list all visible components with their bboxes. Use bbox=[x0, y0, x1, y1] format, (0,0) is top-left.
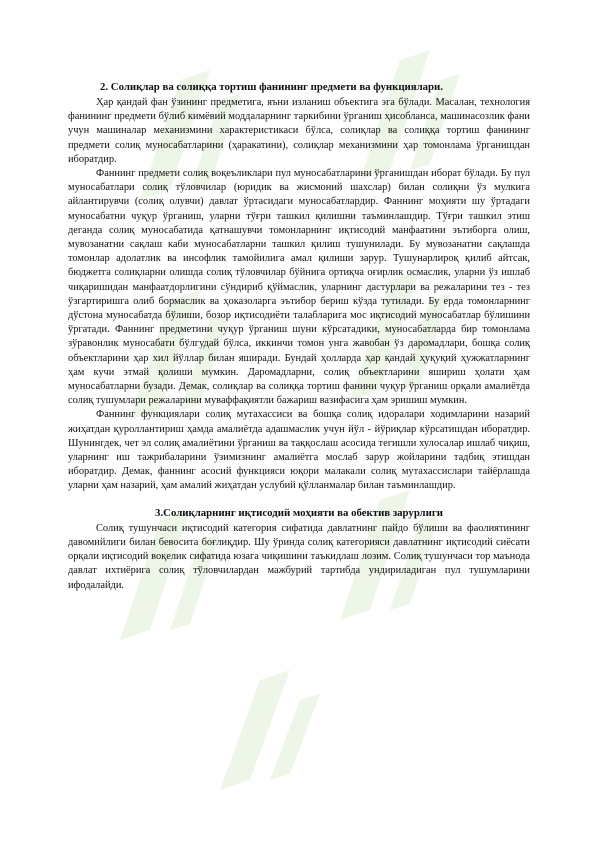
paragraph: Ҳар қандай фан ўзининг предметига, яъни изланиш объектига эга бўлади. Масалан, технология фанининг предмети бўлиб кимёвий моддаларнинг таркибини ўрганиш ҳисобланса, машинасозлик фани учун машиналар механизмини характеристикаси бўлса, солиқлар ва солиққа тортиш фанининг предмети солиқ муносабатларини (ҳаракатини), солиқлар механизмини ҳар томонлама ўрганишдан иборатдир. bbox=[68, 97, 530, 165]
paragraph: Фаннинг функциялари солиқ мутахассиси ва бошқа солиқ идоралари ходимларини назарий жиҳатдан қуроллантириш ҳамда амалиётда адашмаслик учун йўл - йўриқлар кўрсатишдан иборатдир. Шунингдек, чет эл солиқ амалиётини ўрганиш ва таққослаш асосида тегишли хулосалар ишлаб чиқиш, уларнинг иш тажрибаларини ўзимизнинг амалиётга мослаб зарур жойларини тадбиқ этишдан иборатдир. Демак, фаннинг асосий функцияси юқори малакали солиқ мутахассислари тайёрлашда уларни ҳам назарий, ҳам амалий жиҳатдан услубий қўлланмалар билан таъминлашдир. bbox=[68, 409, 530, 492]
section-heading-subject: 2. Солиқлар ва солиққа тортиш фанининг предмети ва функциялари. bbox=[100, 81, 443, 93]
paragraph: Солиқ тушунчаси иқтисодий категория сифатида давлатнинг пайдо бўлиши ва фаолиятининг давомийлиги билан бевосита боғлиқдир. Шу ўринда солиқ категорияси давлатнинг иқтисодий сиёсати орқали иқтисодий воқелик сифатида юзага чиқишини таъкидлаш лозим. Солиқ тушунчаси тор маънода давлат ихтиёрига солиқ тўловчилардан мажбурий тартибда ундириладиган пул тушумларини ифодалайди. bbox=[68, 522, 530, 591]
section-heading-economic-essence: 3.Солиқларнинг иқтисодий моҳияти ва обектив зарурлиги bbox=[155, 506, 443, 519]
document-body bbox=[68, 80, 530, 593]
paragraph: Фаннинг предмети солиқ воқеъликлари пул муносабатларини ўрганишдан иборат бўлади. Бу пул муносабатлари солиқ тўловчилар (юридик ва жисмоний шахслар) билан солиқни ўз мулкига айлантирувчи (солиқ олувчи) давлат ўртасидаги муносабатлардир. Фаннинг моҳияти шу ўртадаги муносабатни чуқур ўрганиш, уларни тўғри ташкил қилишни таъминлашдир. Тўғри ташкил этиш деганда солиқ муносабатида қатнашувчи томонларнинг иқтисодий манфаатини эътиборга олиш, мувозанатни сақлаш каби муносабатларни ташкил қилиш тушунилади. Бу мувозанатни сақлашда томонлар адолатлик ва инсофлик тамойилига амал қилиши зарур. Тушунарлироқ қилиб айтсак, бюджетга солиқларни олишда солиқ тўловчилар бўйнига ортиқча оғирлик осмаслик, уларни ўз ишлаб чиқаришидан манфаатдорлигини сўндириб қўймаслик, уларнинг дастурлари ва режаларини тез - тез ўзгартиришга олиб бормаслик ва ҳоказоларга эътибор бериш кўзда тутилади. Бу ерда томонларнинг дўстона муносабатда бўлиши, бозор иқтисодиёти талабларига мос иқтисодий муносабатлар бўлишини ўргатади. Фаннинг предметини чуқур ўрганиш шуни кўрсатадики, муносабатларда бир томонлама зўравонлик муносабати бўлгудай бўлса, иккинчи томон унга жавобан ўз даромадлари, бошқа солиқ объектларини ҳар хил йўллар билан яширади. Бундай ҳолларда ҳар қандай ҳуқуқий ҳужжатларнинг ҳам кучи этмай қолиши мумкин. Даромадларни, солиқ объектларини яшириш ҳолати ҳам муносабатларни бузади. Демак, солиқлар ва солиққа тортиш фанини чуқур ўрганиш орқали амалиётда солиқ тушумлари режаларини муваффақиятли бажариш вазифасига ҳам эришиш мумкин. bbox=[68, 168, 530, 407]
